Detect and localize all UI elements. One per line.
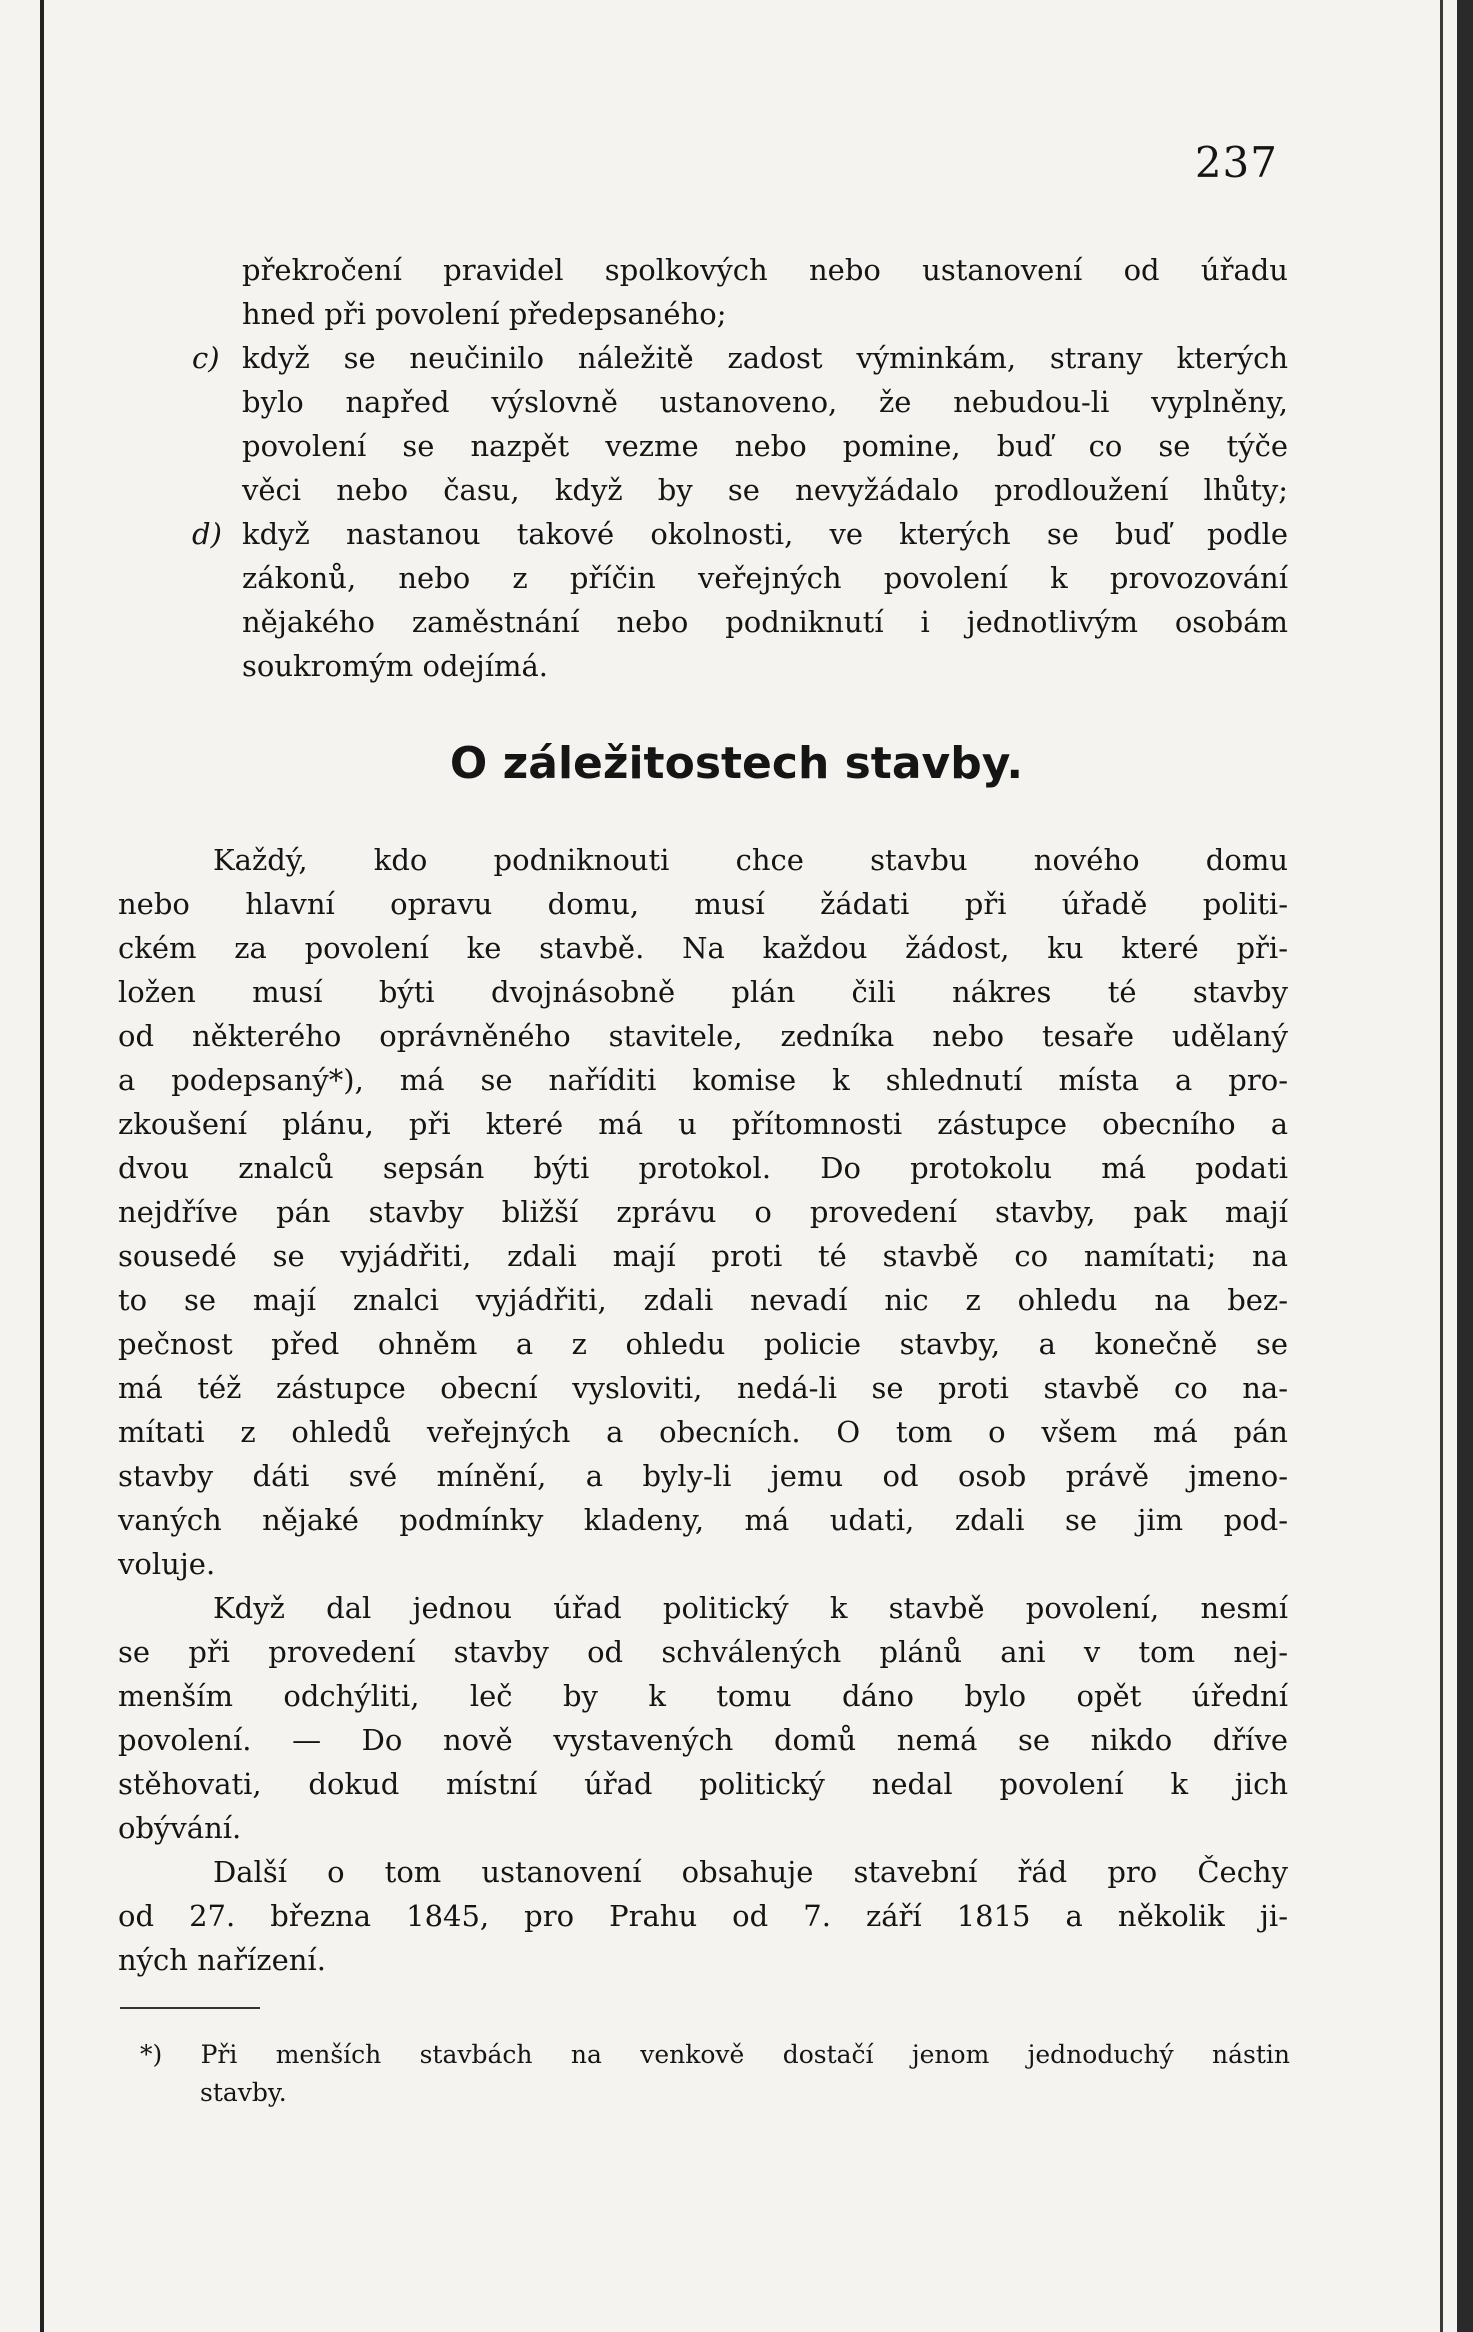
list-label: d) bbox=[192, 517, 222, 551]
text-line: ložen musí býti dvojnásobně plán čili nákres té stavby bbox=[118, 975, 1288, 1009]
text-line: povolení. — Do nově vystavených domů nemá se nikdo dříve bbox=[118, 1723, 1288, 1757]
text-line: menším odchýliti, leč by k tomu dáno bylo opět úřední bbox=[118, 1679, 1288, 1713]
text-line: soukromým odejímá. bbox=[242, 649, 548, 683]
text-line: zkoušení plánu, při které má u přítomnosti zástupce obecního a bbox=[118, 1107, 1288, 1141]
text-line: a podepsaný*), má se naříditi komise k shlednutí místa a pro- bbox=[118, 1063, 1288, 1097]
text-line: sousedé se vyjádřiti, zdali mají proti té stavbě co namítati; na bbox=[118, 1239, 1288, 1273]
text-line: voluje. bbox=[118, 1547, 216, 1581]
footnote-line: *) Při menších stavbách na venkově dostačí jenom jednoduchý nástin bbox=[140, 2040, 1290, 2069]
text-line: Když dal jednou úřad politický k stavbě povolení, nesmí bbox=[213, 1591, 1288, 1625]
top-text-block bbox=[118, 248, 1288, 688]
text-line: dvou znalců sepsán býti protokol. Do protokolu má podati bbox=[118, 1151, 1288, 1185]
page-right-border bbox=[1440, 0, 1443, 2332]
text-line: nebo hlavní opravu domu, musí žádati při úřadě politi- bbox=[118, 887, 1288, 921]
text-line: mítati z ohledů veřejných a obecních. O tom o všem má pán bbox=[118, 1415, 1288, 1449]
text-line: nějakého zaměstnání nebo podniknutí i jednotlivým osobám bbox=[242, 605, 1288, 639]
section-heading: O záležitostech stavby. bbox=[449, 738, 1024, 789]
text-line: to se mají znalci vyjádřiti, zdali nevadí nic z ohledu na bez- bbox=[118, 1283, 1288, 1317]
text-line: se při provedení stavby od schválených plánů ani v tom nej- bbox=[118, 1635, 1288, 1669]
text-line: nejdříve pán stavby bližší zprávu o provedení stavby, pak mají bbox=[118, 1195, 1288, 1229]
text-line: má též zástupce obecní vysloviti, nedá-li se proti stavbě co na- bbox=[118, 1371, 1288, 1405]
footnote bbox=[140, 2036, 1290, 2112]
body-text bbox=[118, 838, 1288, 1982]
list-label: c) bbox=[192, 341, 220, 375]
text-line: vaných nějaké podmínky kladeny, má udati, zdali se jim pod- bbox=[118, 1503, 1288, 1537]
footnote-line: stavby. bbox=[200, 2078, 287, 2107]
text-line: zákonů, nebo z příčin veřejných povolení k provozování bbox=[242, 561, 1288, 595]
text-line: Každý, kdo podniknouti chce stavbu nového domu bbox=[213, 843, 1288, 877]
footnote-divider bbox=[120, 2007, 260, 2009]
list-item-c: c) když se neučinilo náležitě zadost výminkám, strany kterých bbox=[118, 336, 1288, 380]
text-line: od některého oprávněného stavitele, zedníka nebo tesaře udělaný bbox=[118, 1019, 1288, 1053]
text-line: Další o tom ustanovení obsahuje stavební řád pro Čechy bbox=[213, 1855, 1288, 1889]
page-left-border bbox=[40, 0, 44, 2332]
page-number: 237 bbox=[1194, 138, 1278, 187]
text-line: ckém za povolení ke stavbě. Na každou žádost, ku které při- bbox=[118, 931, 1288, 965]
list-item-d: d) když nastanou takové okolnosti, ve kterých se buď podle bbox=[118, 512, 1288, 556]
page-edge-shadow bbox=[1457, 0, 1473, 2332]
text-line: stěhovati, dokud místní úřad politický nedal povolení k jich bbox=[118, 1767, 1288, 1801]
text-line: bylo napřed výslovně ustanoveno, že nebudou-li vyplněny, bbox=[242, 385, 1288, 419]
text-line: hned při povolení předepsaného; bbox=[242, 297, 727, 331]
text-line: obývání. bbox=[118, 1811, 242, 1845]
text-line: od 27. března 1845, pro Prahu od 7. září 1815 a několik ji- bbox=[118, 1899, 1288, 1933]
text-line: ných nařízení. bbox=[118, 1943, 326, 1977]
text-line: stavby dáti své mínění, a byly-li jemu od osob právě jmeno- bbox=[118, 1459, 1288, 1493]
text-line: překročení pravidel spolkových nebo ustanovení od úřadu bbox=[242, 253, 1288, 287]
text-line: pečnost před ohněm a z ohledu policie stavby, a konečně se bbox=[118, 1327, 1288, 1361]
text-line: věci nebo času, když by se nevyžádalo prodloužení lhůty; bbox=[242, 473, 1288, 507]
text-line: povolení se nazpět vezme nebo pomine, buď co se týče bbox=[242, 429, 1288, 463]
